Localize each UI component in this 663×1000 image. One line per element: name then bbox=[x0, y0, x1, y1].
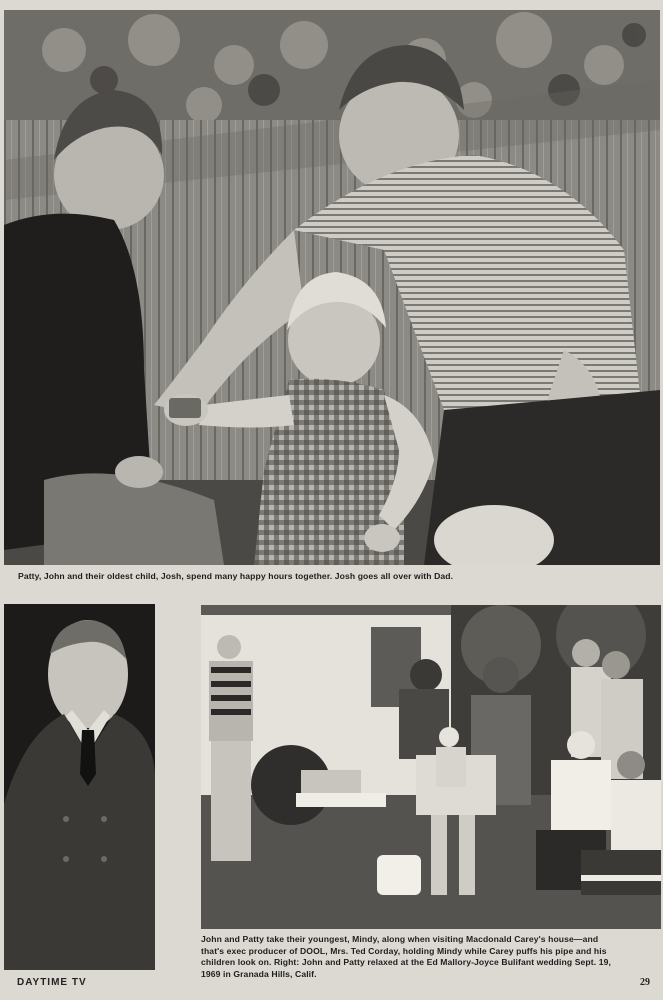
top-photo-caption: Patty, John and their oldest child, Josh, spend many happy hours together. Josh goes all over with Dad. bbox=[18, 571, 454, 581]
family-photo-top bbox=[4, 10, 660, 565]
portrait-photo bbox=[4, 604, 155, 970]
page-number: 29 bbox=[640, 977, 650, 988]
garden-party-photo bbox=[201, 605, 661, 929]
bottom-photo-caption: John and Patty take their youngest, Mindy, along when visiting Macdonald Carey's house—and that's exec producer of DOOL, Mrs. Ted Corday, holding Mindy while Carey puffs his pipe and his children look on. Right: John and Patty relaxed at the Ed Mallory-Joyce Bulifant wedding Sept. 19, 1969 in Granada Hills, Calif. bbox=[201, 934, 611, 979]
publication-name: DAYTIME TV bbox=[17, 977, 87, 988]
